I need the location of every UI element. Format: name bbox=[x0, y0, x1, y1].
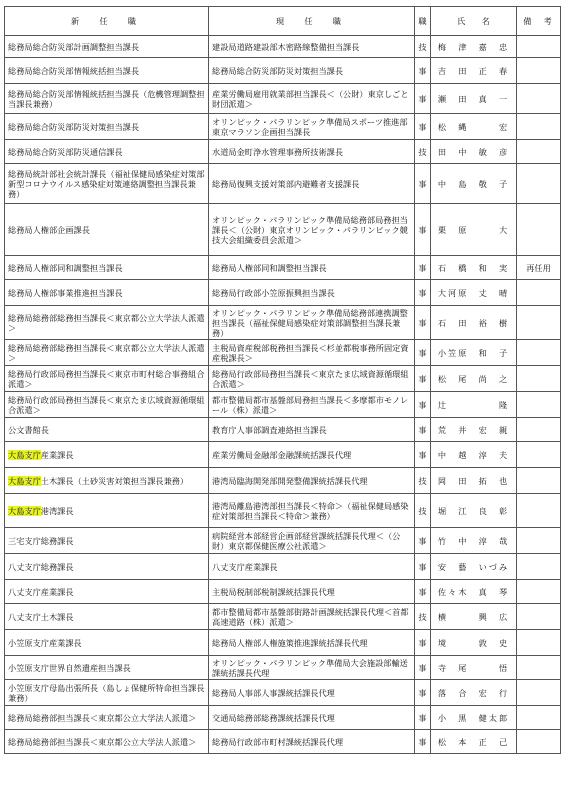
name-cell: 小 黒 健太郎 bbox=[431, 706, 517, 730]
new-post-cell: 公文書館長 bbox=[5, 418, 209, 442]
new-post-cell: 総務局総合防災部情報統括担当課長 bbox=[5, 58, 209, 84]
remarks-cell bbox=[517, 340, 561, 366]
type-cell: 事 bbox=[415, 706, 431, 730]
type-cell: 事 bbox=[415, 630, 431, 656]
type-cell: 事 bbox=[415, 114, 431, 140]
table-body bbox=[5, 36, 561, 754]
table-row bbox=[5, 418, 561, 442]
name-cell: 大河原 丈 晴 bbox=[431, 280, 517, 306]
name-cell: 松 縄 宏 bbox=[431, 114, 517, 140]
remarks-cell bbox=[517, 604, 561, 630]
remarks-cell bbox=[517, 280, 561, 306]
current-post-cell: オリンピック・パラリンピック準備局総務部局務担当課長＜（公財）東京オリンピック・パラリンピック競技大会組織委員会派遣＞ bbox=[209, 204, 415, 256]
current-post-cell: 主税局税制部税制課統括課長代理 bbox=[209, 580, 415, 604]
remarks-cell bbox=[517, 656, 561, 680]
table-row bbox=[5, 442, 561, 468]
header-name: 氏 名 bbox=[431, 7, 517, 36]
header-type: 職 bbox=[415, 7, 431, 36]
name-cell: 田 中 敏 彦 bbox=[431, 140, 517, 164]
current-post-cell: 総務局人権部人権施策推進課統括課長代理 bbox=[209, 630, 415, 656]
type-cell: 事 bbox=[415, 164, 431, 204]
remarks-cell bbox=[517, 730, 561, 754]
new-post-cell: 総務局人権部同和調整担当課長 bbox=[5, 256, 209, 280]
new-post-cell: 八丈支庁土木課長 bbox=[5, 604, 209, 630]
type-cell: 事 bbox=[415, 554, 431, 580]
name-cell: 吉 田 正 春 bbox=[431, 58, 517, 84]
name-cell: 中 島 敬 子 bbox=[431, 164, 517, 204]
table-row bbox=[5, 306, 561, 340]
name-cell: 佐々木 真 琴 bbox=[431, 580, 517, 604]
remarks-cell bbox=[517, 468, 561, 494]
new-post-cell: 三宅支庁総務課長 bbox=[5, 528, 209, 554]
name-cell: 堀 江 良 彰 bbox=[431, 494, 517, 528]
highlighted-text: 大島支庁 bbox=[8, 475, 41, 486]
name-cell: 横 興 広 bbox=[431, 604, 517, 630]
table-row bbox=[5, 58, 561, 84]
remarks-cell bbox=[517, 392, 561, 418]
new-post-cell: 総務局総合防災部防災対策担当課長 bbox=[5, 114, 209, 140]
type-cell: 事 bbox=[415, 256, 431, 280]
remarks-cell bbox=[517, 580, 561, 604]
name-cell: 梅 津 嘉 忠 bbox=[431, 36, 517, 58]
new-post-cell: 小笠原支庁世界自然遺産担当課長 bbox=[5, 656, 209, 680]
new-post-cell: 総務局総務部総務担当課長＜東京都公立大学法人派遣＞ bbox=[5, 306, 209, 340]
type-cell: 事 bbox=[415, 730, 431, 754]
current-post-cell: 都市整備局都市基盤部街路計画課統括課長代理＜首都高速道路（株）派遣＞ bbox=[209, 604, 415, 630]
table-row bbox=[5, 630, 561, 656]
type-cell: 事 bbox=[415, 392, 431, 418]
current-post-cell: 港湾局臨海開発部開発整備課統括課長代理 bbox=[209, 468, 415, 494]
remarks-cell bbox=[517, 140, 561, 164]
table-row bbox=[5, 604, 561, 630]
type-cell: 事 bbox=[415, 340, 431, 366]
remarks-cell bbox=[517, 418, 561, 442]
current-post-cell: 総務局人事部人事課統括課長代理 bbox=[209, 680, 415, 706]
current-post-cell: オリンピック・パラリンピック準備局スポーツ推進部東京マラソン企画担当課長 bbox=[209, 114, 415, 140]
table-row bbox=[5, 256, 561, 280]
remarks-cell bbox=[517, 306, 561, 340]
current-post-cell: 交通局総務部総務課統括課長代理 bbox=[209, 706, 415, 730]
remarks-cell bbox=[517, 442, 561, 468]
current-post-cell: オリンピック・パラリンピック準備局大会施設部輸送課統括課長代理 bbox=[209, 656, 415, 680]
current-post-cell: オリンピック・パラリンピック準備局総務部連携調整担当課長（福祉保健局感染症対策部調整担当課長兼務） bbox=[209, 306, 415, 340]
name-cell: 辻 隆 bbox=[431, 392, 517, 418]
new-post-cell bbox=[5, 494, 209, 528]
table-row bbox=[5, 164, 561, 204]
remarks-cell bbox=[517, 494, 561, 528]
type-cell: 事 bbox=[415, 306, 431, 340]
name-cell: 松 本 正 己 bbox=[431, 730, 517, 754]
table-row bbox=[5, 528, 561, 554]
type-cell: 事 bbox=[415, 680, 431, 706]
current-post-cell: 総務局総合防災部防災対策担当課長 bbox=[209, 58, 415, 84]
remarks-cell bbox=[517, 630, 561, 656]
table-row bbox=[5, 114, 561, 140]
header-row bbox=[5, 7, 561, 36]
table-row bbox=[5, 730, 561, 754]
current-post-cell: 八丈支庁産業課長 bbox=[209, 554, 415, 580]
name-cell: 岡 田 拓 也 bbox=[431, 468, 517, 494]
remarks-cell bbox=[517, 528, 561, 554]
type-cell: 事 bbox=[415, 58, 431, 84]
table-row bbox=[5, 204, 561, 256]
remarks-cell bbox=[517, 164, 561, 204]
type-cell: 事 bbox=[415, 580, 431, 604]
current-post-cell: 総務局人権部同和調整担当課長 bbox=[209, 256, 415, 280]
name-cell: 境 敦 史 bbox=[431, 630, 517, 656]
new-post-cell: 総務局行政部局務担当課長＜東京たま広域資源循環組合派遣＞ bbox=[5, 392, 209, 418]
new-post-cell: 総務局人権部企画課長 bbox=[5, 204, 209, 256]
personnel-table bbox=[4, 6, 561, 754]
name-cell: 栗 原 大 bbox=[431, 204, 517, 256]
current-post-cell: 総務局行政部局務担当課長＜東京たま広域資源循環組合派遣＞ bbox=[209, 366, 415, 392]
table-row bbox=[5, 392, 561, 418]
table-row bbox=[5, 366, 561, 392]
type-cell: 技 bbox=[415, 494, 431, 528]
header-remarks: 備 考 bbox=[517, 7, 561, 36]
current-post-cell: 病院経営本部経営企画部経営課統括課長代理＜（公財）東京都保健医療公社派遣＞ bbox=[209, 528, 415, 554]
current-post-cell: 主税局資産税部税務担当課長＜杉並都税事務所固定資産税課長＞ bbox=[209, 340, 415, 366]
name-cell: 竹 中 淳 哉 bbox=[431, 528, 517, 554]
table-row bbox=[5, 340, 561, 366]
current-post-cell: 建設局道路建設部木密路線整備担当課長 bbox=[209, 36, 415, 58]
name-cell: 石 田 裕 樹 bbox=[431, 306, 517, 340]
current-post-cell: 産業労働局雇用就業部担当課長＜（公財）東京しごと財団派遣＞ bbox=[209, 84, 415, 114]
highlighted-text: 大島支庁 bbox=[8, 449, 41, 460]
header-current-post: 現 任 職 bbox=[209, 7, 415, 36]
table-row bbox=[5, 84, 561, 114]
new-post-cell: 小笠原支庁産業課長 bbox=[5, 630, 209, 656]
type-cell: 事 bbox=[415, 528, 431, 554]
table-row bbox=[5, 468, 561, 494]
remarks-cell bbox=[517, 706, 561, 730]
type-cell: 事 bbox=[415, 280, 431, 306]
remarks-cell bbox=[517, 204, 561, 256]
current-post-cell: 総務局復興支援対策部内避難者支援課長 bbox=[209, 164, 415, 204]
type-cell: 技 bbox=[415, 36, 431, 58]
current-post-cell: 都市整備局都市基盤部局務担当課長＜多摩都市モノレール（株）派遣＞ bbox=[209, 392, 415, 418]
table-row bbox=[5, 680, 561, 706]
remarks-cell: 再任用 bbox=[517, 256, 561, 280]
type-cell: 技 bbox=[415, 468, 431, 494]
remarks-cell bbox=[517, 58, 561, 84]
new-post-cell: 総務局総合防災部計画調整担当課長 bbox=[5, 36, 209, 58]
table-row bbox=[5, 280, 561, 306]
table-row bbox=[5, 494, 561, 528]
current-post-cell: 水道局金町浄水管理事務所技術課長 bbox=[209, 140, 415, 164]
name-cell: 安 藝 いづみ bbox=[431, 554, 517, 580]
current-post-cell: 総務局行政部小笠原振興担当課長 bbox=[209, 280, 415, 306]
current-post-cell: 教育庁人事部調査連絡担当課長 bbox=[209, 418, 415, 442]
header-new-post: 新 任 職 bbox=[5, 7, 209, 36]
remarks-cell bbox=[517, 554, 561, 580]
new-post-cell: 総務局人権部事業推進担当課長 bbox=[5, 280, 209, 306]
new-post-cell: 総務局総務部担当課長＜東京都公立大学法人派遣＞ bbox=[5, 706, 209, 730]
new-post-cell: 総務局行政部局務担当課長＜東京市町村総合事務組合派遣＞ bbox=[5, 366, 209, 392]
current-post-cell: 港湾局離島港湾部担当課長＜特命＞（福祉保健局感染症対策部担当課長＜特命＞兼務） bbox=[209, 494, 415, 528]
new-post-cell: 総務局総務部担当課長＜東京都公立大学法人派遣＞ bbox=[5, 730, 209, 754]
new-post-cell: 総務局総合防災部防災通信課長 bbox=[5, 140, 209, 164]
name-cell: 荒 井 宏 親 bbox=[431, 418, 517, 442]
table-row bbox=[5, 656, 561, 680]
type-cell: 技 bbox=[415, 140, 431, 164]
cell-text: 港湾課長 bbox=[40, 505, 74, 516]
name-cell: 中 越 淳 夫 bbox=[431, 442, 517, 468]
new-post-cell bbox=[5, 442, 209, 468]
new-post-cell: 総務局総合防災部情報統括担当課長（危機管理調整担当課長兼務） bbox=[5, 84, 209, 114]
highlighted-text: 大島支庁 bbox=[8, 505, 41, 516]
table-row bbox=[5, 580, 561, 604]
type-cell: 技 bbox=[415, 604, 431, 630]
remarks-cell bbox=[517, 366, 561, 392]
remarks-cell bbox=[517, 36, 561, 58]
name-cell: 落 合 宏 行 bbox=[431, 680, 517, 706]
table-row bbox=[5, 36, 561, 58]
name-cell: 瀬 田 真 一 bbox=[431, 84, 517, 114]
type-cell: 事 bbox=[415, 84, 431, 114]
new-post-cell: 総務局統計部社会統計課長（福祉保健局感染症対策部新型コロナウイルス感染症対策連絡調整担当課長兼務） bbox=[5, 164, 209, 204]
new-post-cell: 八丈支庁総務課長 bbox=[5, 554, 209, 580]
table-row bbox=[5, 140, 561, 164]
current-post-cell: 産業労働局金融部金融課統括課長代理 bbox=[209, 442, 415, 468]
name-cell: 松 尾 尚 之 bbox=[431, 366, 517, 392]
new-post-cell: 八丈支庁産業課長 bbox=[5, 580, 209, 604]
remarks-cell bbox=[517, 680, 561, 706]
current-post-cell: 総務局行政部市町村課統括課長代理 bbox=[209, 730, 415, 754]
name-cell: 寺 尾 悟 bbox=[431, 656, 517, 680]
new-post-cell bbox=[5, 468, 209, 494]
cell-text: 産業課長 bbox=[40, 449, 74, 460]
table-row bbox=[5, 706, 561, 730]
new-post-cell: 総務局総務部総務担当課長＜東京都公立大学法人派遣＞ bbox=[5, 340, 209, 366]
remarks-cell bbox=[517, 84, 561, 114]
type-cell: 事 bbox=[415, 366, 431, 392]
remarks-cell bbox=[517, 114, 561, 140]
type-cell: 事 bbox=[415, 204, 431, 256]
name-cell: 石 橋 和 実 bbox=[431, 256, 517, 280]
table-row bbox=[5, 554, 561, 580]
name-cell: 小笠原 和 子 bbox=[431, 340, 517, 366]
type-cell: 事 bbox=[415, 442, 431, 468]
new-post-cell: 小笠原支庁母島出張所長（島しょ保健所特命担当課長兼務） bbox=[5, 680, 209, 706]
cell-text: 土木課長（土砂災害対策担当課長兼務） bbox=[40, 475, 189, 486]
type-cell: 事 bbox=[415, 418, 431, 442]
type-cell: 事 bbox=[415, 656, 431, 680]
